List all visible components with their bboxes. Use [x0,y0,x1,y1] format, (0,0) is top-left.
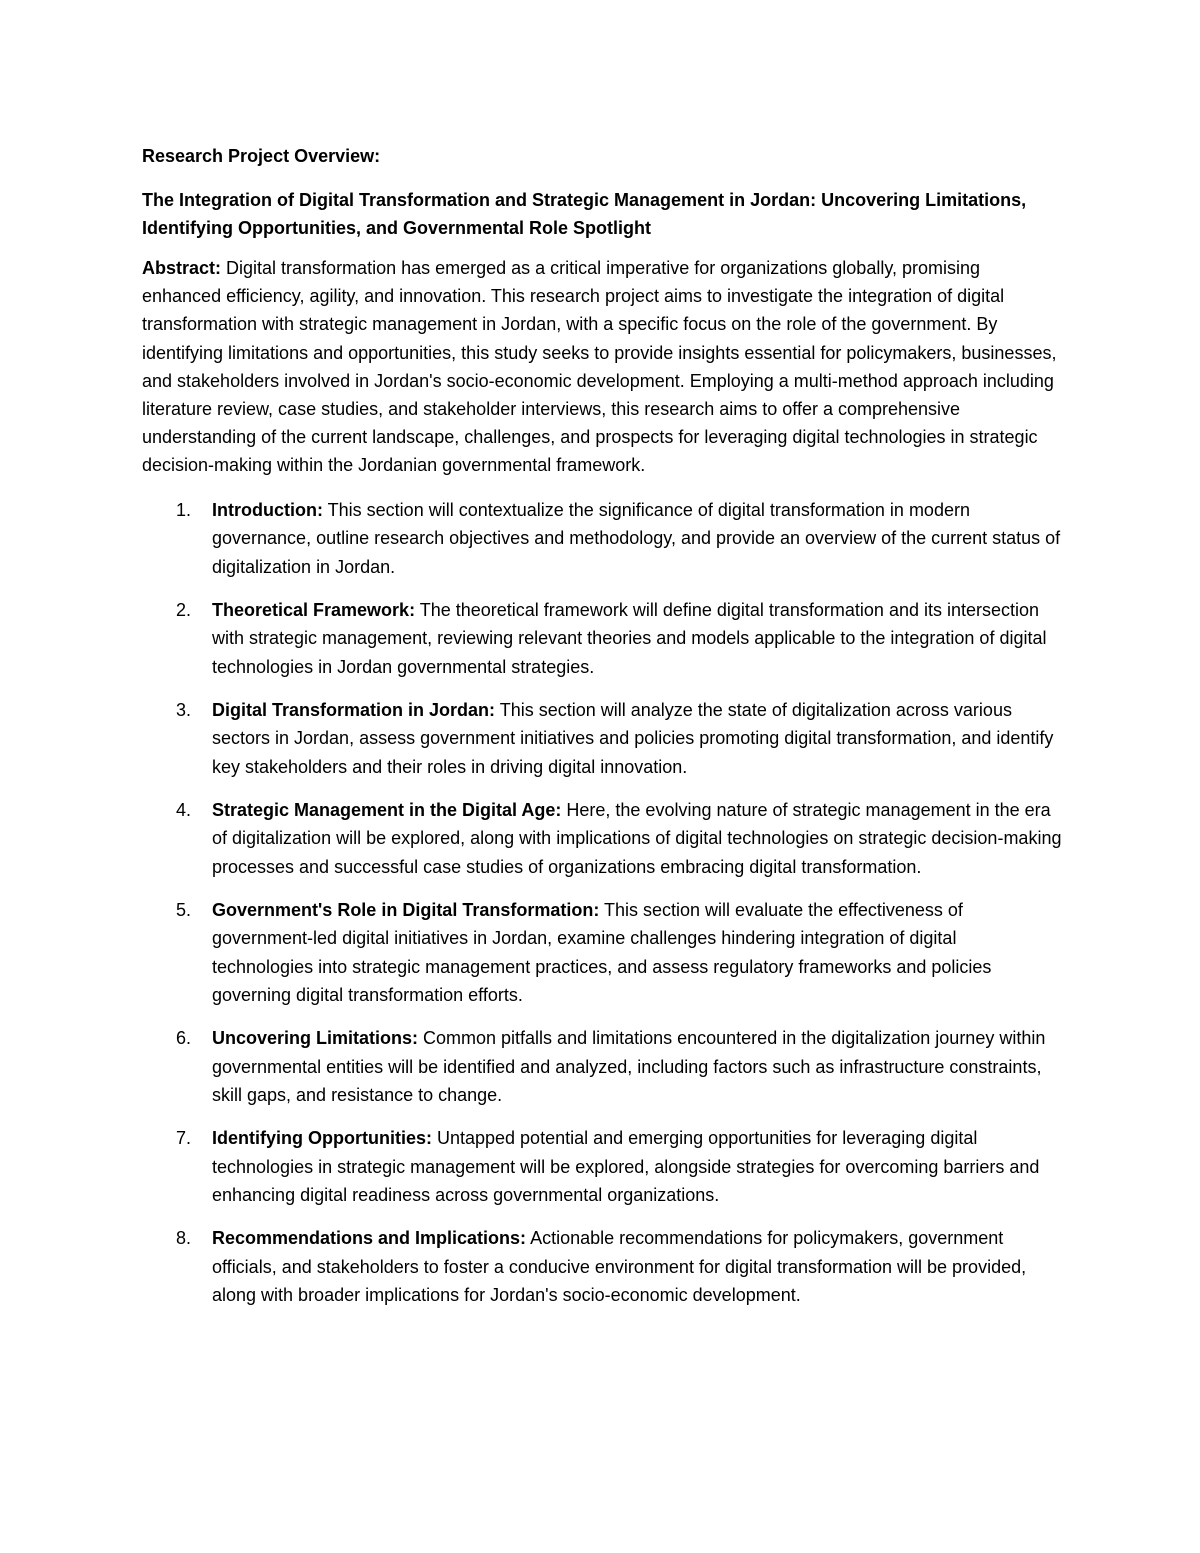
section-heading: Strategic Management in the Digital Age: [212,799,562,820]
document-title: The Integration of Digital Transformation and Strategic Management in Jordan: Uncovering Limitations, Identifying Opportunities, and Governmental Role Spotlight [142,190,1027,238]
abstract-label: Abstract: [142,258,222,278]
section-text: Actionable recommendations for policymakers, government officials, and stakeholders to foster a conducive environment for digital transformation will be provided, along with broader implications for Jordan's socio-economic development. [212,1228,1027,1306]
section-number: 1. [176,499,192,520]
section-text: Untapped potential and emerging opportunities for leveraging digital technologies in strategic management will be explored, alongside strategies for overcoming barriers and enhancing digital readiness across governmental organizations. [212,1128,1040,1206]
section-heading: Uncovering Limitations: [212,1028,419,1049]
section-item-recommendations [142,1224,1062,1310]
section-heading: Theoretical Framework: [212,599,416,620]
section-text: Common pitfalls and limitations encountered in the digitalization journey within governmental entities will be identified and analyzed, including factors such as infrastructure constraints, skill gaps, and resistance to change. [212,1028,1046,1106]
section-number: 8. [176,1228,192,1249]
section-text: This section will analyze the state of digitalization across various sectors in Jordan, assess government initiatives and policies promoting digital transformation, and identify key stakeholders and their roles in driving digital innovation. [212,699,1054,777]
section-item-government-role [142,896,1062,1010]
section-item-uncovering-limitations [142,1024,1062,1110]
section-text: This section will evaluate the effectiveness of government-led digital initiatives in Jordan, examine challenges hindering integration of digital technologies into strategic management practices, and assess regulatory frameworks and policies governing digital transformation efforts. [212,899,992,1006]
section-item-digital-transformation-jordan [142,696,1062,782]
section-heading: Government's Role in Digital Transformation: [212,899,600,920]
section-item-strategic-management [142,796,1062,882]
section-text: Here, the evolving nature of strategic management in the era of digitalization will be explored, along with implications of digital technologies on strategic decision-making processes and successful case studies of organizations embracing digital transformation. [212,799,1062,877]
section-number: 4. [176,799,192,820]
section-list [142,496,1062,1310]
section-text: The theoretical framework will define digital transformation and its intersection with strategic management, reviewing relevant theories and models applicable to the integration of digital technologies in Jordan governmental strategies. [212,599,1047,677]
section-heading: Introduction: [212,499,323,520]
overview-label: Research Project Overview: [142,146,381,166]
section-heading: Recommendations and Implications: [212,1228,527,1249]
document-page [142,142,1062,1324]
section-heading: Digital Transformation in Jordan: [212,699,496,720]
section-heading: Identifying Opportunities: [212,1128,432,1149]
section-number: 6. [176,1028,192,1049]
section-number: 5. [176,899,192,920]
abstract-paragraph [142,254,1062,480]
section-number: 7. [176,1128,192,1149]
section-item-identifying-opportunities [142,1124,1062,1210]
section-item-introduction [142,496,1062,582]
section-number: 3. [176,699,192,720]
section-number: 2. [176,599,192,620]
section-item-theoretical-framework [142,596,1062,682]
section-text: This section will contextualize the significance of digital transformation in modern governance, outline research objectives and methodology, and provide an overview of the current status of digitalization in Jordan. [212,499,1061,577]
abstract-text: Digital transformation has emerged as a critical imperative for organizations globally, promising enhanced efficiency, agility, and innovation. This research project aims to investigate the integration of digital transformation with strategic management in Jordan, with a specific focus on the role of the government. By identifying limitations and opportunities, this study seeks to provide insights essential for policymakers, businesses, and stakeholders involved in Jordan's socio-economic development. Employing a multi-method approach including literature review, case studies, and stakeholder interviews, this research aims to offer a comprehensive understanding of the current landscape, challenges, and prospects for leveraging digital technologies in strategic decision-making within the Jordanian governmental framework. [142,258,1057,476]
